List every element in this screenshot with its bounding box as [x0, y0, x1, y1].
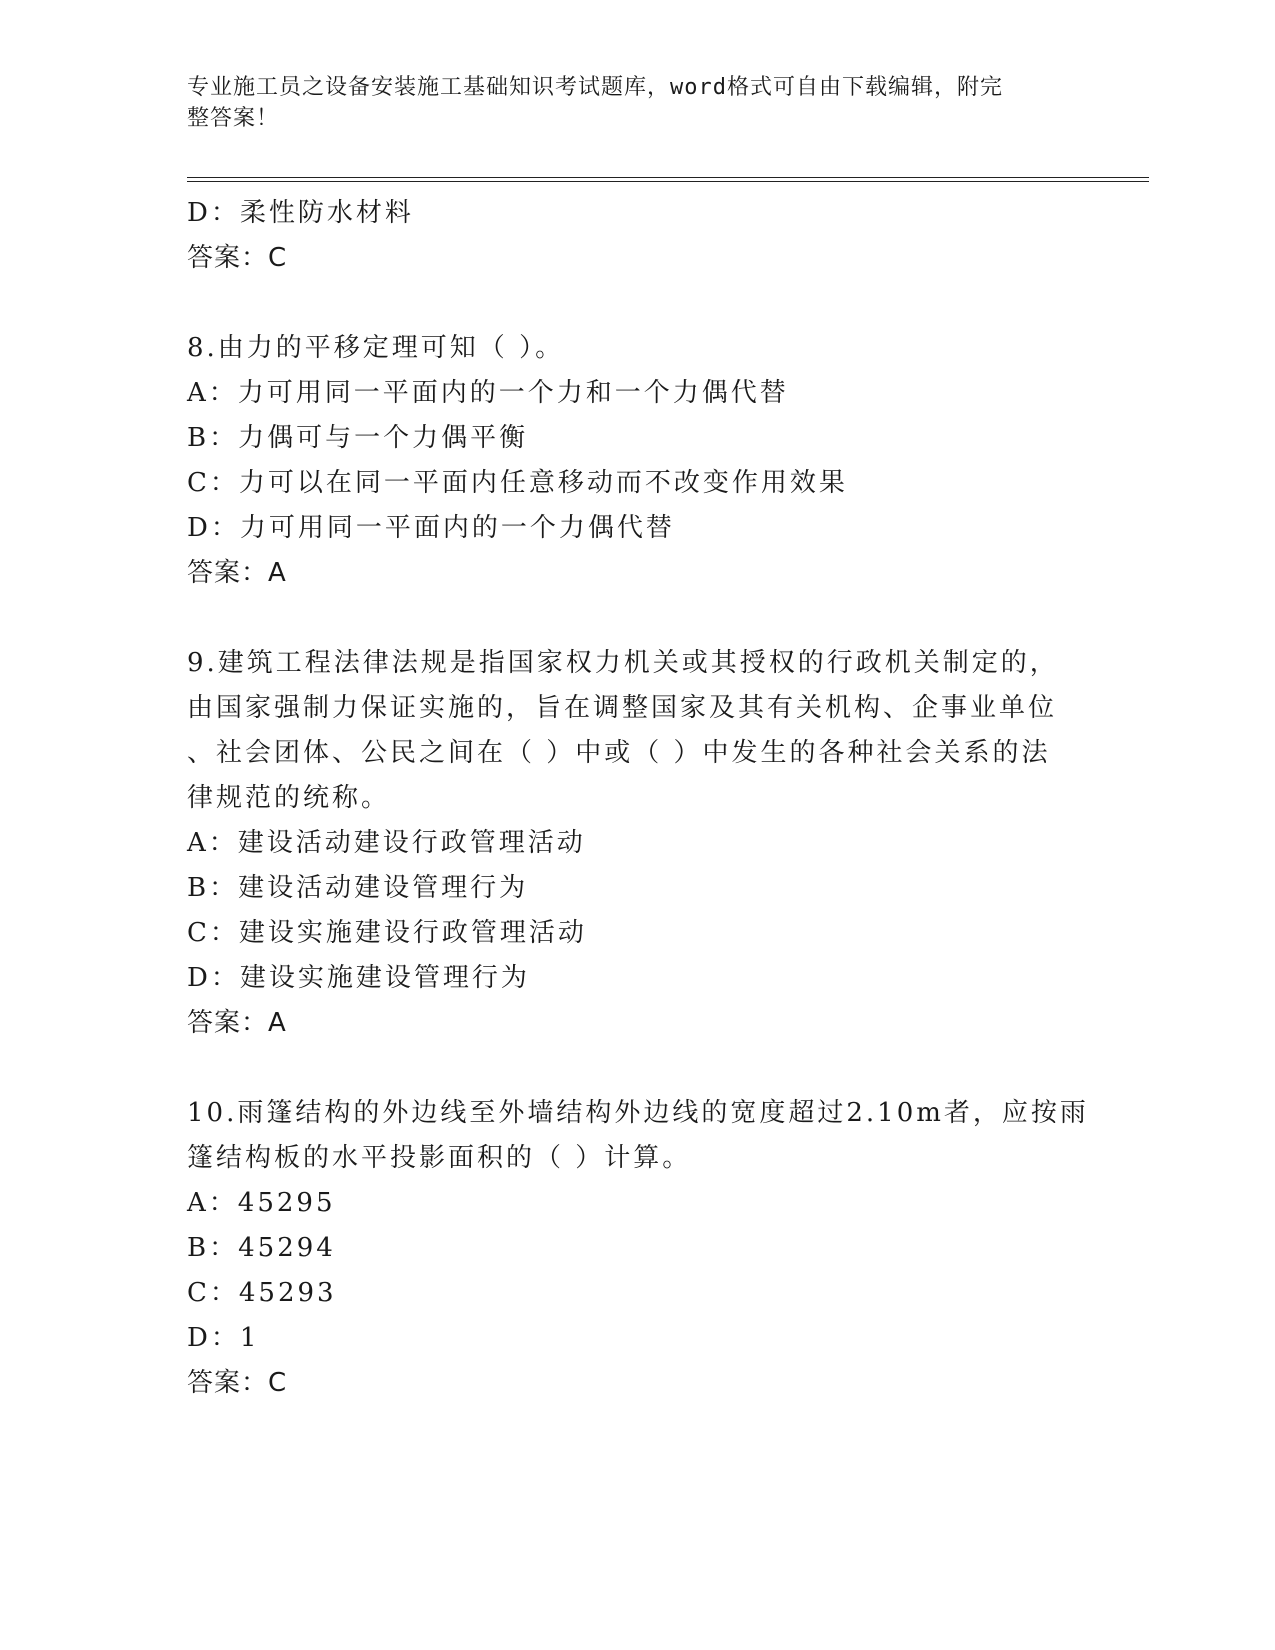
header-divider-bottom [187, 181, 1149, 182]
spacer [187, 1046, 1087, 1091]
document-header [187, 72, 1067, 134]
question-stem [187, 1091, 1087, 1181]
question-stem-line: 、社会团体、公民之间在（ ）中或（ ）中发生的各种社会关系的法 [187, 738, 1051, 768]
answer: 答案：C [187, 243, 288, 273]
question-7-tail [187, 191, 1087, 281]
option-c: C：建设实施建设行政管理活动 [187, 918, 587, 948]
spacer [187, 281, 1087, 326]
question-9 [187, 641, 1087, 1046]
option-b: B：建设活动建设管理行为 [187, 873, 529, 903]
spacer [187, 596, 1087, 641]
question-stem-line: 10.雨篷结构的外边线至外墙结构外边线的宽度超过2.10m者，应按雨 [187, 1098, 1089, 1128]
option-c: C：力可以在同一平面内任意移动而不改变作用效果 [187, 468, 848, 498]
question-stem-line: 8.由力的平移定理可知（ ）。 [187, 333, 565, 363]
question-stem-line: 9.建筑工程法律法规是指国家权力机关或其授权的行政机关制定的， [187, 648, 1059, 678]
option-d: D：柔性防水材料 [187, 198, 414, 228]
option-c: C：45293 [187, 1278, 337, 1308]
question-stem-line: 篷结构板的水平投影面积的（ ）计算。 [187, 1143, 692, 1173]
answer: 答案：C [187, 1368, 288, 1398]
question-10 [187, 1091, 1087, 1406]
option-d: D：力可用同一平面内的一个力偶代替 [187, 513, 675, 543]
option-b: B：45294 [187, 1233, 336, 1263]
header-line-2: 整答案！ [187, 106, 280, 131]
question-stem [187, 641, 1087, 821]
question-stem [187, 326, 1087, 371]
header-line-1: 专业施工员之设备安装施工基础知识考试题库，word格式可自由下载编辑，附完 [187, 75, 1003, 100]
document-body [187, 191, 1087, 1406]
header-divider-top [187, 177, 1149, 178]
option-a: A：45295 [187, 1188, 336, 1218]
option-a: A：力可用同一平面内的一个力和一个力偶代替 [187, 378, 789, 408]
option-a: A：建设活动建设行政管理活动 [187, 828, 586, 858]
option-b: B：力偶可与一个力偶平衡 [187, 423, 529, 453]
question-stem-line: 律规范的统称。 [187, 783, 391, 813]
answer: 答案：A [187, 558, 287, 588]
option-d: D：1 [187, 1323, 260, 1353]
option-d: D：建设实施建设管理行为 [187, 963, 530, 993]
answer: 答案：A [187, 1008, 287, 1038]
question-8 [187, 326, 1087, 596]
question-stem-line: 由国家强制力保证实施的，旨在调整国家及其有关机构、企事业单位 [187, 693, 1058, 723]
